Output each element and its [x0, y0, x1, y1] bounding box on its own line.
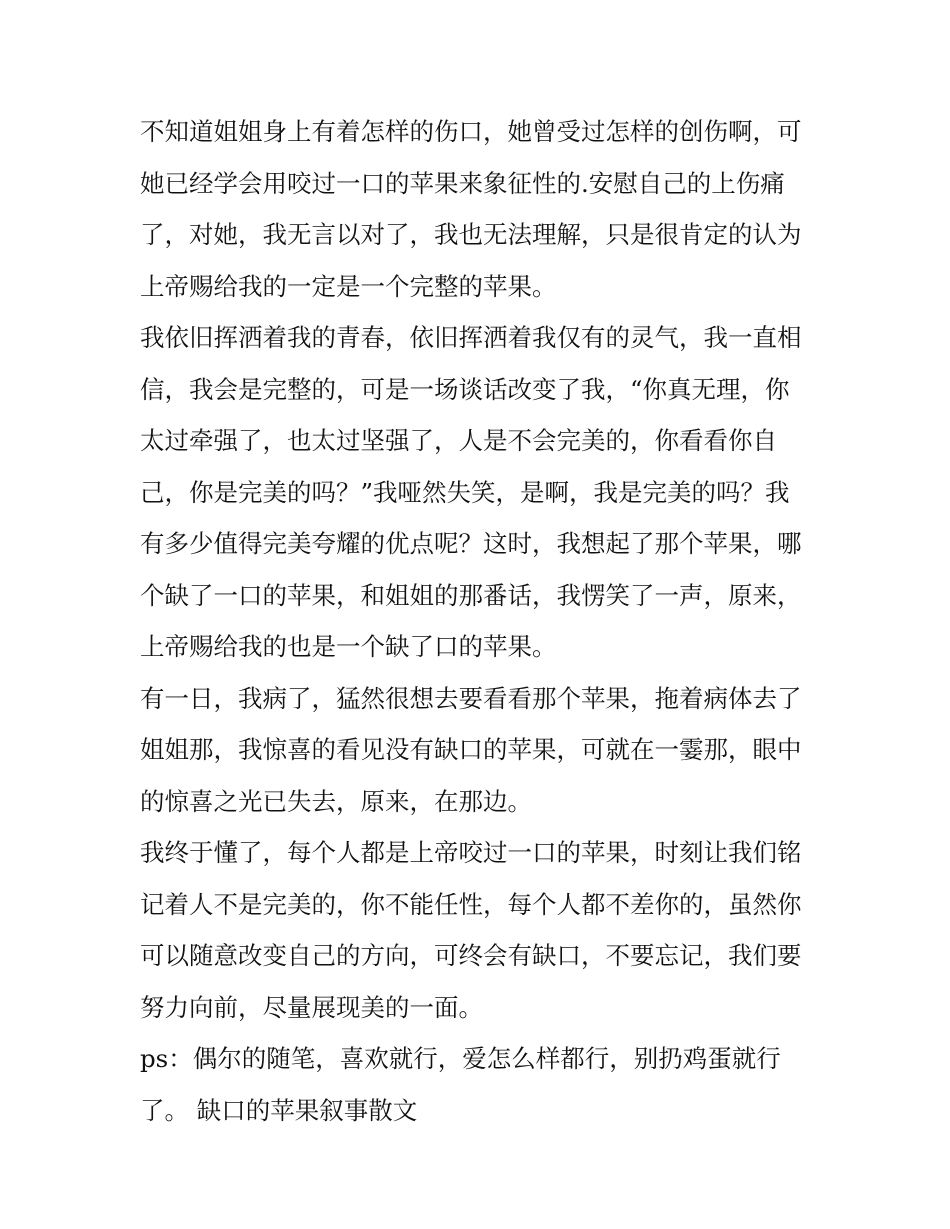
text-line: 我终于懂了，每个人都是上帝咬过一口的苹果，时刻让我们铭	[140, 838, 802, 867]
text-line: 有多少值得完美夸耀的优点呢？这时，我想起了那个苹果，哪	[140, 529, 802, 558]
text-line: 的惊喜之光已失去，原来，在那边。	[140, 786, 532, 816]
text-line: 努力向前，尽量展现美的一面。	[140, 992, 483, 1022]
text-line: 了，对她，我无言以对了，我也无法理解，只是很肯定的认为	[140, 220, 802, 249]
essay-body	[140, 106, 816, 1136]
text-line: 上帝赐给我的一定是一个完整的苹果。	[140, 271, 557, 301]
text-line: 不知道姐姐身上有着怎样的伤口，她曾受过怎样的创伤啊，可	[140, 117, 802, 146]
text-line: 己，你是完美的吗？”我哑然失笑，是啊，我是完美的吗？我	[140, 477, 790, 507]
text-line: 个缺了一口的苹果，和姐姐的那番话，我愣笑了一声，原来，	[140, 580, 802, 610]
text-line: 太过牵强了，也太过坚强了，人是不会完美的，你看看你自	[140, 426, 777, 455]
text-line: 我依旧挥洒着我的青春，依旧挥洒着我仅有的灵气，我一直相	[140, 323, 802, 352]
text-line: 姐姐那，我惊喜的看见没有缺口的苹果，可就在一霎那，眼中	[140, 735, 802, 764]
text-line: 有一日，我病了，猛然很想去要看看那个苹果，拖着病体去了	[140, 683, 802, 713]
text-line: ps：偶尔的随笔，喜欢就行，爱怎么样都行，别扔鸡蛋就行	[140, 1044, 781, 1073]
text-line: 记着人不是完美的，你不能任性，每个人都不差你的，虽然你	[140, 889, 802, 919]
text-line: 了。 缺口的苹果叙事散文	[140, 1095, 418, 1125]
text-line: 她已经学会用咬过一口的苹果来象征性的.安慰自己的上伤痛	[140, 168, 785, 198]
text-line: 可以随意改变自己的方向，可终会有缺口，不要忘记，我们要	[140, 941, 802, 970]
text-line: 上帝赐给我的也是一个缺了口的苹果。	[140, 632, 557, 661]
text-line: 信，我会是完整的，可是一场谈话改变了我，“你真无理，你	[140, 374, 790, 404]
